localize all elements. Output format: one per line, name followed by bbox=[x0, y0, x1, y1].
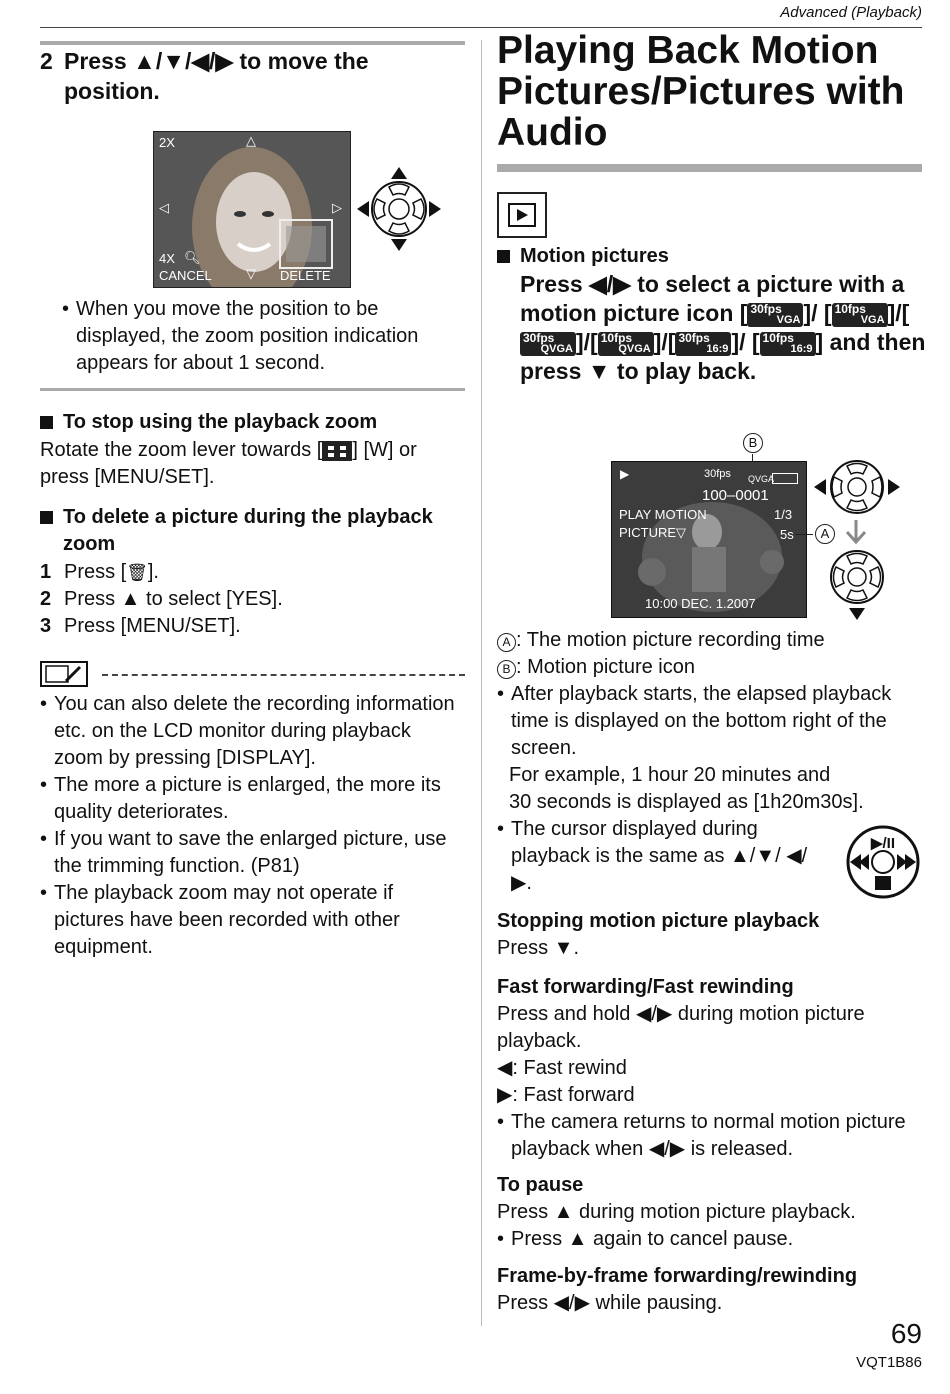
page-title: Playing Back Motion Pictures/Pictures with Audio bbox=[497, 29, 905, 154]
svg-text:▶/II: ▶/II bbox=[870, 835, 896, 852]
pause-note: • Press ▲ again to cancel pause. bbox=[497, 1226, 922, 1253]
right-arrow-icon: ▷ bbox=[332, 200, 342, 215]
zoom-screen-image bbox=[153, 131, 351, 288]
trash-icon: 🗑︎ bbox=[126, 563, 148, 582]
delete-step-3: 3 Press [MENU/SET]. bbox=[40, 615, 241, 637]
square-bullet-icon bbox=[40, 416, 53, 429]
cancel-label: CANCEL bbox=[159, 268, 212, 283]
zoom-level-bottom: 4X bbox=[159, 251, 175, 266]
down-flow-arrow-icon bbox=[844, 518, 868, 546]
example-line-1: For example, 1 hour 20 minutes and bbox=[509, 764, 831, 786]
page-number: 69 bbox=[890, 1318, 922, 1349]
playback-mode-icon bbox=[497, 192, 547, 238]
play-mode-icon: ▶︎ bbox=[620, 467, 630, 481]
stop-heading: Stopping motion picture playback bbox=[497, 910, 820, 932]
up-arrow-icon: △ bbox=[246, 133, 256, 148]
delete-step-1: 1 Press [🗑︎]. bbox=[40, 561, 159, 583]
fps-icon: 10fps VGA bbox=[832, 303, 888, 327]
cursor-pad-lr-icon bbox=[812, 458, 902, 516]
fps-icon: 10fps 16:9 bbox=[760, 332, 816, 356]
delete-step-2: 2 Press ▲ to select [YES]. bbox=[40, 588, 283, 610]
pause-section bbox=[497, 1172, 922, 1253]
elapsed-time-note: • After playback starts, the elapsed playback time is displayed on the bottom right of the screen. bbox=[497, 681, 922, 762]
callout-a-line bbox=[795, 534, 813, 535]
screen-mode: QVGA bbox=[748, 474, 775, 484]
fps-icon: 30fps 16:9 bbox=[675, 332, 731, 356]
motion-screen-image bbox=[611, 461, 807, 618]
ff-heading: Fast forwarding/Fast rewinding bbox=[497, 976, 794, 998]
note-dashed-line bbox=[102, 674, 465, 676]
stop-zoom-heading: To stop using the playback zoom bbox=[40, 409, 465, 436]
ff-section bbox=[497, 974, 922, 1163]
ff-rewind: ◀: Fast rewind bbox=[497, 1057, 627, 1079]
fps-icon: 30fps QVGA bbox=[520, 332, 576, 356]
stop-zoom-body: Rotate the zoom lever towards [ ] [W] or press [MENU/SET]. bbox=[40, 439, 417, 488]
frame-section bbox=[497, 1263, 922, 1317]
delete-zoom-heading: To delete a picture during the playback zoom bbox=[40, 504, 465, 558]
pause-body: Press ▲ during motion picture playback. bbox=[497, 1201, 856, 1223]
play-motion-line1: PLAY MOTION bbox=[619, 507, 707, 522]
section-header: Advanced (Playback) bbox=[780, 4, 922, 21]
recording-time: 5s bbox=[780, 527, 794, 542]
title-bar bbox=[497, 164, 922, 172]
zoom-level-top: 2X bbox=[159, 135, 175, 150]
note-item: • The more a picture is enlarged, the more its quality deteriorates. bbox=[40, 772, 465, 826]
delete-label: DELETE bbox=[280, 268, 331, 283]
stop-body: Press ▼. bbox=[497, 937, 580, 959]
legend-b: B : Motion picture icon bbox=[497, 654, 922, 681]
multi-playback-icon bbox=[322, 441, 352, 461]
header-rule bbox=[40, 27, 922, 28]
frame-body: Press ◀/▶ while pausing. bbox=[497, 1292, 723, 1314]
date-time: 10:00 DEC. 1.2007 bbox=[645, 596, 756, 611]
cursor-pad-icon bbox=[355, 165, 443, 253]
cursor-note: • The cursor displayed during playback is the same as ▲/▼/ ◀/▶. bbox=[497, 816, 811, 897]
left-mid-bar bbox=[40, 388, 465, 391]
left-arrow-icon: ◁ bbox=[159, 200, 169, 215]
left-top-bar bbox=[40, 41, 465, 45]
step-number: 2 bbox=[40, 48, 53, 74]
doc-code: VQT1B86 bbox=[856, 1354, 922, 1371]
fps-icon: 30fps VGA bbox=[747, 303, 803, 327]
fps-icon: 10fps QVGA bbox=[598, 332, 654, 356]
ff-body: Press and hold ◀/▶ during motion picture playback. bbox=[497, 1003, 865, 1052]
magnifier-icon: 🔍︎ bbox=[184, 250, 201, 265]
picture-count: 1/3 bbox=[774, 507, 793, 522]
file-number: 100–0001 bbox=[702, 487, 769, 504]
step-text: Press ▲/▼/◀/▶ to move the position. bbox=[64, 48, 369, 104]
square-bullet-icon bbox=[497, 250, 510, 263]
note-item: • The playback zoom may not operate if pictures have been recorded with other equipment. bbox=[40, 880, 465, 961]
delete-steps bbox=[40, 559, 465, 640]
pause-heading: To pause bbox=[497, 1174, 584, 1196]
note-icon bbox=[40, 661, 88, 687]
battery-icon bbox=[772, 473, 798, 484]
notes-list bbox=[40, 691, 465, 961]
screen-fps: 30fps bbox=[704, 468, 731, 480]
callout-b: B bbox=[743, 433, 763, 453]
down-arrow-icon: ▽ bbox=[246, 266, 256, 281]
play-pause-stop-pad-icon bbox=[845, 824, 921, 900]
note-item: • You can also delete the recording information etc. on the LCD monitor during playback zoom by pressing [DISPLAY]. bbox=[40, 691, 465, 772]
column-divider bbox=[481, 40, 482, 1326]
stop-section bbox=[497, 908, 922, 962]
step-2 bbox=[40, 46, 465, 106]
zoom-position-note: • When you move the position to be displayed, the zoom position indication appears for about 1 second. bbox=[62, 296, 471, 377]
legend-a: A : The motion picture recording time bbox=[497, 627, 922, 654]
motion-instruction: Press ◀/▶ to select a picture with a motion picture icon [ 30fps VGA ]/ [ 10fps VGA ]/[ 30fps QVGA ]/[ 10fps QVGA ]/[ 30fps 16:9 ]/ [ 10fps 16:9 ] and then press ▼ to play back. bbox=[520, 271, 926, 384]
square-bullet-icon bbox=[40, 511, 53, 524]
note-item: • If you want to save the enlarged picture, use the trimming function. (P81) bbox=[40, 826, 465, 880]
ff-forward: ▶: Fast forward bbox=[497, 1084, 635, 1106]
example-line-2: 30 seconds is displayed as [1h20m30s]. bbox=[509, 791, 864, 813]
motion-heading: Motion pictures bbox=[497, 243, 922, 270]
ff-note: • The camera returns to normal motion picture playback when ◀/▶ is released. bbox=[497, 1109, 922, 1163]
play-motion-line2: PICTURE▽ bbox=[619, 525, 687, 540]
cursor-pad-down-icon bbox=[828, 548, 886, 622]
frame-heading: Frame-by-frame forwarding/rewinding bbox=[497, 1265, 858, 1287]
callout-a: A bbox=[815, 524, 835, 544]
